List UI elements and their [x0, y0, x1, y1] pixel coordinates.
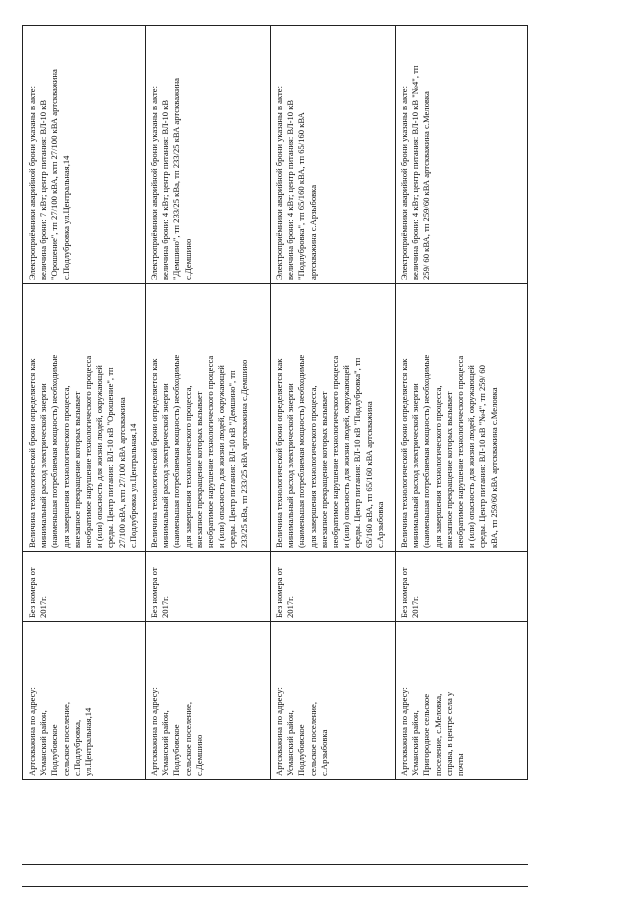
emergency-cell: Электроприёмники аварийной брони указаны в акте: величина брони: 7 кВт; центр питания: ВЛ-10 кВ "Орошение", тп 27/100 кВА, ктп 27/100 кВА артскважина с.Подлубровка ул.Центральная,14: [27, 69, 71, 280]
description-cell: Величина технологической брони определяется как минимальный расход электрической энергии (наименьшая потребляемая мощность) необходимые для завершения технологического процесса, внезапное прекращение которых вызывает необратимое нарушение технологического процесса и (или) опасность для жизни людей, окружающей среды. Центр питания: ВЛ-10 кВ "Орошение", тп 27/100 кВА, ктп 27/100 кВА артскважина с.Подлубровка ул.Центральная,14: [27, 354, 138, 548]
description-cell: Величина технологической брони определяется как минимальный расход электрической энергии (наименьшая потребляемая мощность) необходимые для завершения технологического процесса, внезапное прекращение которых вызывает необратимое нарушение технологического процесса и (или) опасность для жизни людей, окружающей среды. Центр питания: ВЛ-10 кВ "Подлубровка", тп 65/160 кВА, тп 65/160 кВА артскважина с.Арзыбовка: [274, 354, 385, 548]
table-row: [146, 26, 270, 781]
emergency-cell: Электроприёмники аварийной брони указаны в акте: величина брони: 4 кВт; центр питания: ВЛ-10 кВ "Подлубровка", тп 65/160 кВА, тп 65/160 кВА артскважина с.Арзыбовка: [274, 86, 318, 280]
number-cell: Без номера от 2017г.: [399, 567, 421, 618]
number-cell: Без номера от 2017г.: [27, 567, 49, 618]
divider-line: [22, 886, 528, 887]
emergency-cell: Электроприёмники аварийной брони указаны в акте: величина брони: 4 кВт; центр питания: ВЛ-10 кВ "Демшино", тп 233/25 кВа, тп 233/25 кВА артскважина с.Демшино: [149, 78, 193, 280]
number-cell: Без номера от 2017г.: [149, 567, 171, 618]
address-cell: Артскважина по адресу: Усманский район, Подлубовское сельское поселение, с.Демшино: [149, 687, 204, 776]
rotated-table: [22, 25, 528, 780]
table-row: [23, 26, 145, 781]
description-cell: Величина технологической брони определяется как минимальный расход электрической энергии (наименьшая потребляемая мощность) необходимые для завершения технологического процесса, внезапное прекращение которых вызывает необратимое нарушение технологического процесса и (или) опасность для жизни людей, окружающей среды. Центр питания: ВЛ-10 кВ "№4", тп 259/ 60 кВА, тп 259/60 кВА артскважина с.Меловка: [399, 354, 499, 548]
address-cell: Артскважина по адресу: Усманский район, Подлубовское сельское поселение, с.Подлубровка, ул.Центральная,14: [27, 687, 94, 776]
emergency-cell: Электроприёмники аварийной брони указаны в акте: величина брони: 4 кВт; центр питания: ВЛ-10 кВ "№4", тп 259/ 60 кВА, тп 259/60 кВА артскважина с.Меловка: [399, 65, 432, 280]
table-row: [396, 26, 527, 781]
number-cell: Без номера от 2017г.: [274, 567, 296, 618]
address-cell: Артскважина по адресу: Усманский район, Пригородное сельское поселение, с.Меловка, справа, в центре села у почты: [399, 687, 466, 776]
address-cell: Артскважина по адресу: Усманский район, Подлубовское сельское поселение, с.Арзыбовка: [274, 687, 329, 776]
table-row: [271, 26, 395, 781]
divider-line: [22, 864, 528, 865]
description-cell: Величина технологической брони определяется как минимальный расход электрической энергии (наименьшая потребляемая мощность) необходимые для завершения технологического процесса, внезапное прекращение которых вызывает необратимое нарушение технологического процесса и (или) опасность для жизни людей, окружающей среды. Центр питания: ВЛ-10 кВ "Демшино", тп 233/25 кВа, тп 233/25 кВА артскважина с.Демшино: [149, 354, 249, 548]
